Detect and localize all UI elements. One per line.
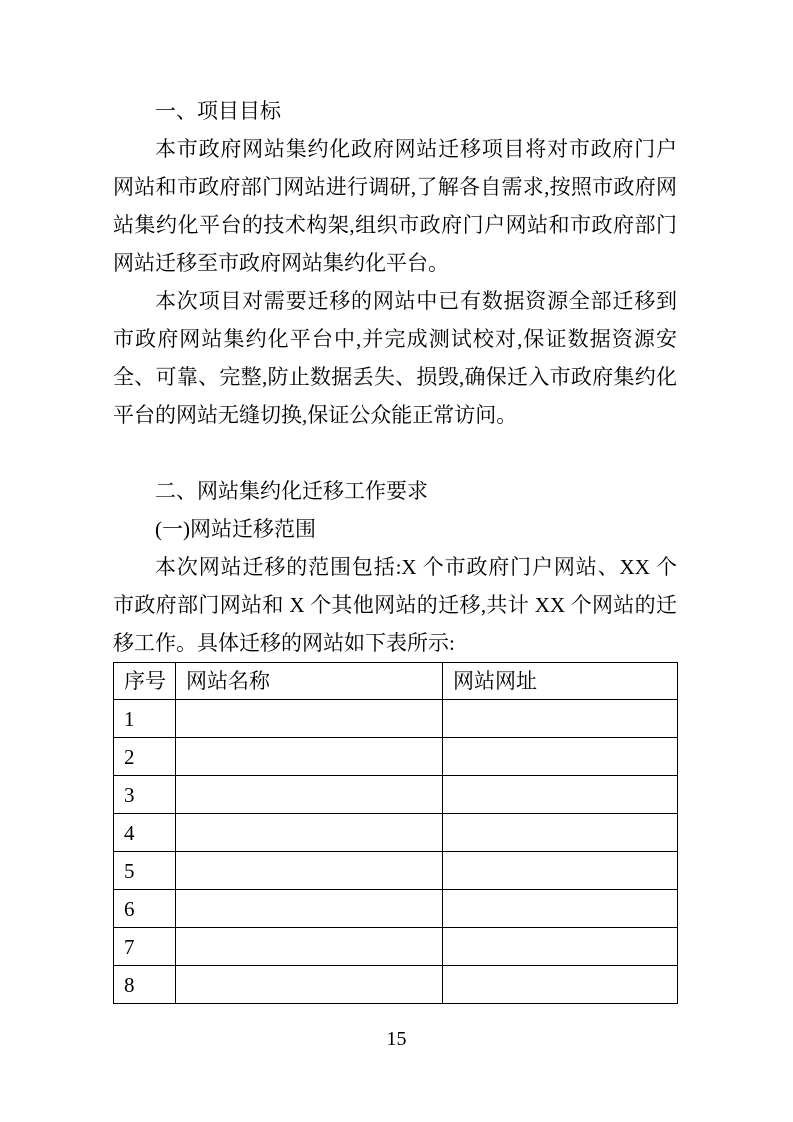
table-row (114, 814, 678, 852)
cell-site-name (176, 852, 443, 890)
cell-index: 6 (114, 890, 176, 928)
column-header-site-url: 网站网址 (443, 663, 678, 700)
cell-site-url (443, 814, 678, 852)
section-2-paragraph-1: 本次网站迁移的范围包括:X 个市政府门户网站、XX 个市政府部门网站和 X 个其他网站的迁移,共计 XX 个网站的迁移工作。具体迁移的网站如下表所示: (113, 555, 677, 655)
cell-site-url (443, 890, 678, 928)
cell-site-url (443, 966, 678, 1004)
section-1-paragraph-1: 本市政府网站集约化政府网站迁移项目将对市政府门户网站和市政府部门网站进行调研,了解各自需求,按照市政府网站集约化平台的技术构架,组织市政府门户网站和市政府部门网站迁移至市政府网站集约化平台。 (113, 137, 677, 275)
section-1-paragraph-2: 本次项目对需要迁移的网站中已有数据资源全部迁移到市政府网站集约化平台中,并完成测试校对,保证数据资源安全、可靠、完整,防止数据丢失、损毁,确保迁入市政府集约化平台的网站无缝切换,保证公众能正常访问。 (113, 289, 677, 427)
table-row (114, 928, 678, 966)
cell-site-name (176, 814, 443, 852)
cell-site-url (443, 738, 678, 776)
cell-site-name (176, 966, 443, 1004)
cell-index: 5 (114, 852, 176, 890)
table-row (114, 852, 678, 890)
page-number: 15 (386, 1028, 407, 1050)
cell-index: 4 (114, 814, 176, 852)
cell-site-name (176, 700, 443, 738)
table-row (114, 966, 678, 1004)
blank-line (113, 434, 677, 472)
table-row (114, 776, 678, 814)
cell-index: 2 (114, 738, 176, 776)
cell-site-name (176, 738, 443, 776)
cell-index: 3 (114, 776, 176, 814)
cell-site-url (443, 700, 678, 738)
cell-site-name (176, 776, 443, 814)
cell-site-name (176, 928, 443, 966)
section-2-subheading: (一)网站迁移范围 (155, 517, 316, 541)
column-header-index: 序号 (114, 663, 176, 700)
table-header-row (114, 663, 678, 700)
table-row (114, 700, 678, 738)
cell-site-name (176, 890, 443, 928)
table-row (114, 890, 678, 928)
cell-index: 8 (114, 966, 176, 1004)
cell-site-url (443, 928, 678, 966)
table-row (114, 738, 678, 776)
website-migration-table (113, 662, 678, 1004)
section-2-heading: 二、网站集约化迁移工作要求 (155, 479, 428, 503)
section-1-heading: 一、项目目标 (155, 99, 281, 123)
cell-site-url (443, 776, 678, 814)
cell-site-url (443, 852, 678, 890)
document-content (113, 92, 677, 1004)
cell-index: 7 (114, 928, 176, 966)
cell-index: 1 (114, 700, 176, 738)
column-header-site-name: 网站名称 (176, 663, 443, 700)
